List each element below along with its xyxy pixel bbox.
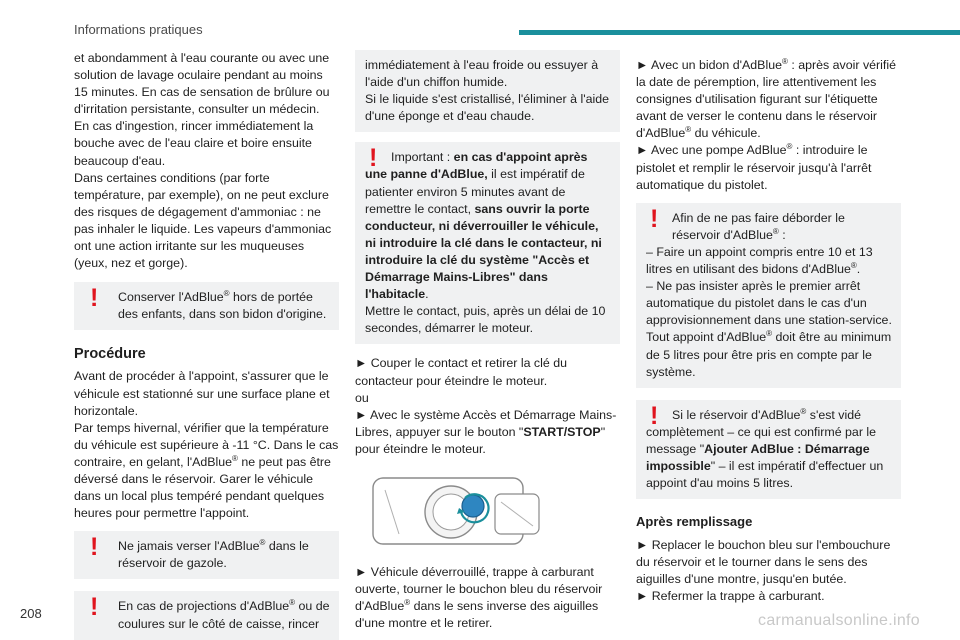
section-heading: Procédure <box>74 346 146 363</box>
warning-icon: ! <box>90 284 99 313</box>
paragraph: ► Refermer la trappe à carburant. <box>636 589 825 604</box>
watermark: carmanualsonline.info <box>758 612 920 629</box>
paragraph: et abondamment à l'eau courante ou avec une solution de lavage oculaire pendant au moins 15 minutes. En cas de sensation de brûlure ou d'irritation persistante, consulter un médecin. <box>74 51 330 117</box>
paragraph: ou <box>355 390 369 405</box>
adblue-cap-figure <box>355 472 545 552</box>
warning-note: ! En cas de projections d'AdBlue® ou de coulures sur le côté de caisse, rincer <box>74 591 339 639</box>
paragraph: ► Avec le système Accès et Démarrage Mains-Libres, appuyer sur le bouton "START/STOP" pour éteindre le moteur. <box>355 407 617 456</box>
paragraph: Par temps hivernal, vérifier que la température du véhicule est supérieure à -11 °C. Dans le cas contraire, en gelant, l'AdBlue® ne peut pas être déversé dans le réservoir. Garer le véhicule dans un local plus tempéré pendant quelques heures pour permettre l'appoint. <box>74 420 339 521</box>
paragraph: ► Couper le contact et retirer la clé du contacteur pour éteindre le moteur. <box>355 356 567 388</box>
running-header: Informations pratiques <box>74 22 203 37</box>
column-2 <box>355 50 620 632</box>
warning-note: ! Important : en cas d'appoint après une panne d'AdBlue, il est impératif de patienter environ 5 minutes avant de remettre le contact, sans ouvrir la porte conducteur, ni déverrouiller le véhicule, ni introduire la clé dans le contacteur, ni introduire la clé du système "Accès et Démarrage Mains-Libres" dans l'habitacle. Mettre le contact, puis, après un délai de 10 secondes, démarrer le moteur. <box>355 142 620 344</box>
warning-note: ! Afin de ne pas faire déborder le réservoir d'AdBlue® : – Faire un appoint compris entre 10 et 13 litres en utilisant des bidons d'AdBlue®. – Ne pas insister après le premier arrêt automatique du pistolet dans le cas d'un approvisionnement dans une station-service. Tout appoint d'AdBlue® doit être au minimum de 5 litres pour être pris en compte par le système. <box>636 203 901 388</box>
paragraph: ► Véhicule déverrouillé, trappe à carburant ouverte, tourner le bouchon bleu du réservoir d'AdBlue® dans le sens inverse des aiguilles d'une montre et le retirer. <box>355 564 603 631</box>
paragraph: En cas d'ingestion, rincer immédiatement la bouche avec de l'eau claire et boire ensuite beaucoup d'eau. <box>74 119 314 168</box>
paragraph: ► Replacer le bouchon bleu sur l'embouchure du réservoir et le tourner dans le sens des aiguilles d'une montre, jusqu'en butée. <box>636 538 891 587</box>
warning-icon: ! <box>90 533 99 562</box>
column-1 <box>74 50 339 640</box>
paragraph: Avant de procéder à l'appoint, s'assurer que le véhicule est stationné sur une surface plane et horizontale. <box>74 369 330 418</box>
warning-note: ! Si le réservoir d'AdBlue® s'est vidé complètement – ce qui est confirmé par le message "Ajouter AdBlue : Démarrage impossible" – il est impératif d'effectuer un appoint d'au moins 5 litres. <box>636 400 901 499</box>
section-heading: Après remplissage <box>636 514 753 530</box>
warning-note-continued: immédiatement à l'eau froide ou essuyer à l'aide d'un chiffon humide. Si le liquide s'est cristallisé, l'éliminer à l'aide d'une éponge et d'eau chaude. <box>355 50 620 132</box>
warning-note: ! Ne jamais verser l'AdBlue® dans le réservoir de gazole. <box>74 531 339 579</box>
warning-note: ! Conserver l'AdBlue® hors de portée des enfants, dans son bidon d'origine. <box>74 282 339 330</box>
fuel-flap-illustration <box>355 472 620 558</box>
warning-icon: ! <box>369 144 378 173</box>
paragraph: ► Avec une pompe AdBlue® : introduire le pistolet et remplir le réservoir jusqu'à l'arrêt automatique du pistolet. <box>636 142 872 192</box>
paragraph: Dans certaines conditions (par forte température, par exemple), on ne peut exclure des risques de dégagement d'ammoniac : ne pas inhaler le liquide. Les vapeurs d'ammoniac ont une action irritante sur les muqueuses (yeux, nez et gorge). <box>74 170 332 271</box>
paragraph: ► Avec un bidon d'AdBlue® : après avoir vérifié la date de péremption, lire attentivement les consignes d'utilisation figurant sur l'étiquette avant de verser le contenu dans le réservoir d'AdBlue® du véhicule. <box>636 56 897 141</box>
column-3 <box>636 50 901 606</box>
warning-icon: ! <box>650 401 659 430</box>
header-accent-bar <box>519 30 960 35</box>
warning-icon: ! <box>90 593 99 622</box>
page-number: 208 <box>20 606 42 621</box>
warning-icon: ! <box>650 204 659 233</box>
